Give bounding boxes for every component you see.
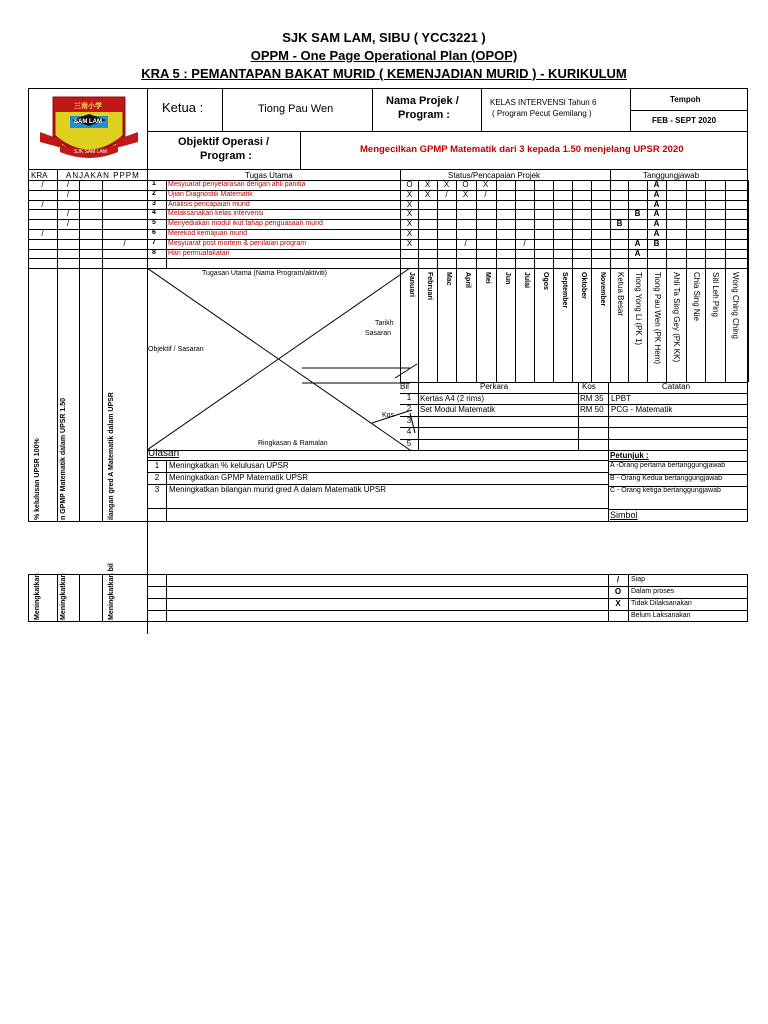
diagram-objektif: Objektif / Sasaran <box>148 346 204 353</box>
school-logo <box>34 92 144 166</box>
month-label: September <box>561 272 568 309</box>
anjakan-mark: / <box>66 219 70 229</box>
ulasan-text: Meningkatkan GPMP Matematik UPSR <box>169 473 309 482</box>
status-mark: X <box>406 199 413 209</box>
petunjuk-title: Petunjuk : <box>610 451 649 460</box>
task-no: 6 <box>152 229 156 236</box>
cost-perkara: Set Modul Matematik <box>420 405 496 415</box>
cost-row-line <box>400 416 748 417</box>
cost-hdr-bil: Bil <box>400 382 409 391</box>
tanggung-mark: A <box>653 199 660 209</box>
diagram-tarikh: Tarikh <box>375 320 394 327</box>
kra-mark: / <box>41 180 44 189</box>
task-text: Hari permuafakatan <box>168 249 230 257</box>
status-mark: X <box>443 180 450 189</box>
cost-hdr-catatan: Catatan <box>662 382 691 391</box>
petunjuk-item: A -Orang pertama bertanggungjawab <box>610 462 726 469</box>
kra-mark: / <box>41 199 44 209</box>
cost-bil: 5 <box>406 438 412 448</box>
projek-label: Nama Projek / <box>386 95 459 107</box>
row-divider <box>28 258 748 259</box>
status-mark: X <box>424 189 431 199</box>
status-mark: X <box>424 180 431 189</box>
month-label: Januari <box>408 272 415 297</box>
ulasan-title: Ulasan <box>148 448 180 459</box>
person-label: Wong Ching Ching <box>731 272 740 340</box>
side-label: % kelulusan UPSR 100% <box>34 438 41 520</box>
cost-catatan: LPBT <box>611 394 632 403</box>
ulasan-row-line <box>147 508 608 509</box>
person-label: Ketua Besar <box>616 272 625 317</box>
task-text: Menyediakan modul ikut tahap penguasaan murid <box>168 220 323 228</box>
symbol-row-line <box>147 586 748 587</box>
anjakan-mark: / <box>123 238 126 248</box>
tanggung-col-line <box>610 180 611 382</box>
symbol-mark: O <box>614 587 622 596</box>
logo-mid-text: SAM LAM <box>74 119 102 125</box>
petunjuk-item: C - Orang ketiga bertanggungjawab <box>610 487 721 494</box>
col-tugas: Tugas Utama <box>245 171 293 180</box>
ulasan-no-divider <box>166 460 167 522</box>
ketua-label: Ketua : <box>162 100 204 115</box>
ulasan-no: 2 <box>154 473 160 482</box>
diagram-top: Tugasan Utama (Nama Program/aktiviti) <box>202 270 328 277</box>
ulasan-text: Meningkatkan % kelulusan UPSR <box>169 461 289 470</box>
tanggung-col-line <box>647 180 648 382</box>
plan-title: OPPM - One Page Operational Plan (OPOP) <box>250 48 518 63</box>
tanggung-mark: A <box>634 238 641 248</box>
simbol-title: Simbol <box>610 510 638 520</box>
task-text: Analisis pencapaian murid <box>168 200 250 208</box>
month-label: November <box>599 272 606 307</box>
status-mark: / <box>464 238 467 248</box>
person-label: Chia Sing Nie <box>692 272 701 321</box>
tanggung-mark: A <box>653 189 660 199</box>
symbol-text: Siap <box>631 576 646 583</box>
tempoh-value: FEB - SEPT 2020 <box>652 116 717 125</box>
col-status: Status/Pencapaian Projek <box>448 171 541 180</box>
status-mark: / <box>484 189 487 199</box>
symbol-row-line <box>147 598 748 599</box>
symbol-text: Dalam proses <box>631 588 675 595</box>
task-no: 1 <box>152 180 156 187</box>
tempoh-label: Tempoh <box>670 95 701 104</box>
cost-row-line <box>400 439 748 440</box>
ulasan-text: Meningkatkan bilangan murid gred A dalam Matematik UPSR <box>169 485 386 494</box>
tanggung-mark: A <box>653 219 660 229</box>
status-mark: X <box>406 209 413 219</box>
tanggung-mark: A <box>653 209 660 219</box>
tanggung-col-line <box>666 180 667 382</box>
anjakan-mark: / <box>66 209 70 219</box>
side-label: n GPMP Matematik dalam UPSR 1.50 <box>60 397 67 520</box>
school-title: SJK SAM LAM, SIBU ( YCC3221 ) <box>282 30 486 45</box>
month-label: Mei <box>484 272 491 284</box>
tanggung-mark: B <box>653 238 660 248</box>
person-label: Tiong Yong Li (PK 1) <box>634 272 643 346</box>
cost-kos: RM 50 <box>580 405 604 415</box>
symbol-text: Tidak Dilaksanakan <box>631 600 692 607</box>
status-mark: X <box>462 189 469 199</box>
cost-kos: RM 35 <box>580 394 604 403</box>
person-label: Siti Leh Ping <box>711 272 720 317</box>
cost-row-line <box>400 427 748 428</box>
col-tanggung: Tanggungjawab <box>643 171 700 180</box>
task-no: 4 <box>152 209 156 217</box>
objektif-label: Objektif Operasi / <box>178 136 270 148</box>
symbol-row-line <box>147 610 748 611</box>
objektif-label-2: Program : <box>200 150 252 162</box>
bottom-side-label: Meningkatkan bil <box>108 563 115 620</box>
month-label: Jun <box>504 272 511 285</box>
ulasan-no: 1 <box>154 461 160 470</box>
tanggung-col-line <box>628 180 629 382</box>
status-mark: O <box>462 180 469 189</box>
status-mark: X <box>482 180 489 189</box>
task-no: 7 <box>152 238 156 246</box>
task-text: Ujian Diagnostik Matematik <box>168 190 253 198</box>
task-no: 3 <box>152 199 156 207</box>
cost-bil: 1 <box>406 393 412 402</box>
task-no: 8 <box>152 248 156 256</box>
col-anjakan: ANJAKAN PPPM <box>66 171 140 180</box>
tanggung-col-line <box>705 180 706 382</box>
row-divider <box>28 190 748 191</box>
month-label: Mac <box>445 272 452 286</box>
projek-sub: ( Program Pecut Gemilang ) <box>492 109 592 118</box>
cost-perkara: Kertas A4 (2 rims) <box>420 394 485 403</box>
status-mark: X <box>406 189 413 199</box>
symbol-mark: X <box>615 599 621 608</box>
task-no: 2 <box>152 189 156 197</box>
bottom-side-label: Meningkatkan <box>34 573 41 620</box>
program-label: Program : <box>398 109 450 121</box>
tanggung-mark: A <box>634 248 641 258</box>
tanggung-col-line <box>748 180 749 382</box>
person-label: Ahli Ta Sing Gey (PK KK) <box>672 272 681 363</box>
row-divider <box>28 229 748 230</box>
symbol-text: Belum Laksanakan <box>631 612 691 619</box>
task-text: Mesyuarat post mortem & penilaian program <box>168 239 307 247</box>
logo-ribbon-text: SJK SAM LAM <box>74 149 108 155</box>
month-label: Julai <box>523 272 530 288</box>
ketua-name: Tiong Pau Wen <box>258 103 334 115</box>
row-divider <box>28 200 748 201</box>
logo-top-text: 三南小学 <box>74 103 102 110</box>
task-text: Merekod kemajuan murid <box>168 230 247 237</box>
cost-bil: 3 <box>406 415 412 425</box>
status-mark: X <box>406 238 413 248</box>
month-label: Oktober <box>580 272 587 299</box>
symbol-mark: / <box>616 575 620 584</box>
cost-hdr-perkara: Perkara <box>480 382 509 391</box>
col-kra: KRA <box>31 171 48 180</box>
status-mark: X <box>406 229 413 238</box>
bottom-side-label: Meningkatkan <box>60 573 67 620</box>
task-text: Mesyuarat penyelarasan dengan ahli panitia <box>168 181 306 188</box>
tanggung-mark: B <box>634 209 641 219</box>
tanggung-col-line <box>725 180 726 382</box>
side-label: ilangan gred A Matematik dalam UPSR <box>108 392 115 520</box>
ulasan-no: 3 <box>154 485 160 494</box>
diagram-lines <box>147 268 610 450</box>
projek-name: KELAS INTERVENSI Tahun 6 <box>490 98 597 107</box>
month-label: April <box>464 272 471 288</box>
month-label: Februari <box>426 272 433 301</box>
cost-catatan: PCG - Matematik <box>611 405 673 415</box>
petunjuk-item: B - Orang Kedua bertanggungjawab <box>610 474 723 482</box>
tanggung-col-line <box>686 180 687 382</box>
kra-mark: / <box>41 229 44 238</box>
status-mark: O <box>406 180 413 189</box>
cost-hdr-kos: Kos <box>582 382 596 391</box>
kra-title: KRA 5 : PEMANTAPAN BAKAT MURID ( KEMENJADIAN MURID ) - KURIKULUM <box>141 66 627 81</box>
month-label: Ogos <box>542 272 549 290</box>
status-mark: / <box>445 189 448 199</box>
cost-bil: 2 <box>406 404 412 414</box>
objektif-value: Mengecilkan GPMP Matematik dari 3 kepada 1.50 menjelang UPSR 2020 <box>360 144 684 155</box>
task-no-divider <box>166 180 167 268</box>
status-mark: / <box>523 238 526 248</box>
diagram-ringkasan: Ringkasan & Ramalan <box>258 440 328 447</box>
anjakan-mark: / <box>66 180 70 189</box>
cost-bil: 4 <box>406 427 412 437</box>
tanggung-mark: A <box>653 180 660 189</box>
tanggung-mark: B <box>616 219 623 229</box>
task-text: Melaksanakan kelas intervensi <box>168 210 264 218</box>
diagram-kos: Kos <box>382 412 395 419</box>
anjakan-mark: / <box>66 189 70 199</box>
diagram-sasaran: Sasaran <box>365 330 392 337</box>
row-divider <box>28 219 748 220</box>
tanggung-mark: A <box>653 229 660 238</box>
person-label: Tiong Pau Wen (PK Hem) <box>653 272 662 365</box>
status-mark: X <box>406 219 413 229</box>
task-no: 5 <box>152 219 156 227</box>
